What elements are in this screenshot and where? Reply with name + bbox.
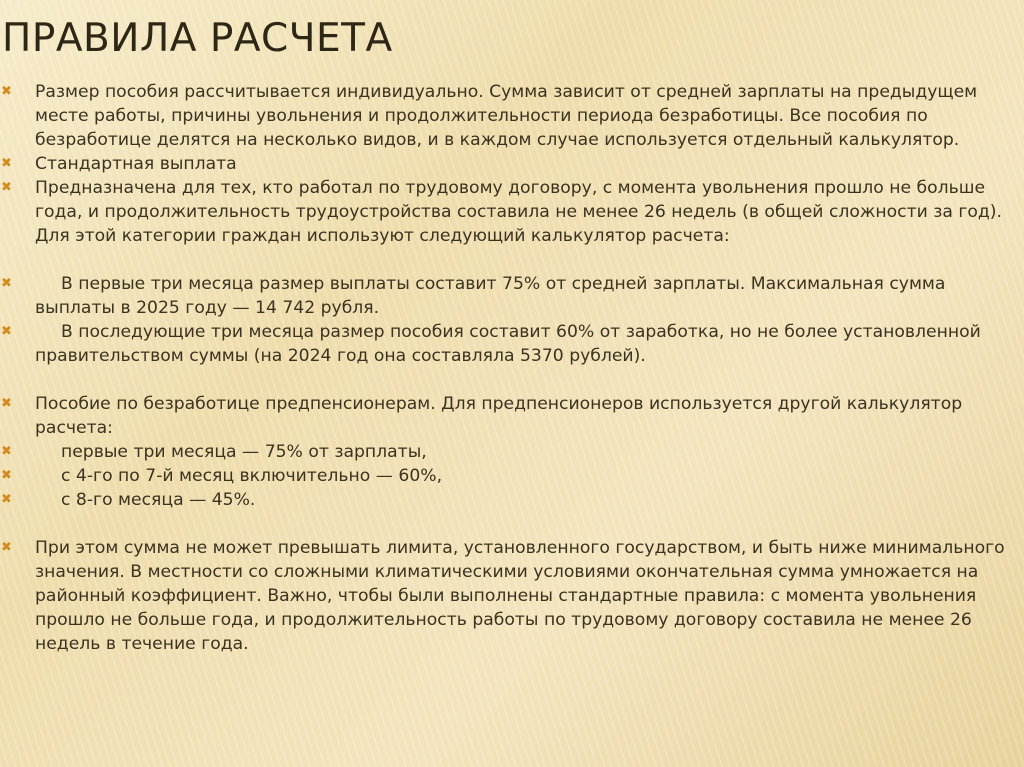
list-item <box>0 80 1024 152</box>
list-item <box>0 488 1024 512</box>
bullet-list <box>0 80 1024 656</box>
paragraph-text: Размер пособия рассчитывается индивидуально. Сумма зависит от средней зарплаты на предыдущем месте работы, причины увольнения и продолжительности периода безработицы. Все пособия по безработице делятся на несколько видов, и в каждом случае используется отдельный калькулятор. <box>35 82 978 150</box>
x-bullet-icon: ✖ <box>1 444 12 459</box>
list-item <box>0 272 1024 320</box>
x-bullet-icon: ✖ <box>1 492 12 507</box>
paragraph-text: При этом сумма не может превышать лимита, установленного государством, и быть ниже минимального значения. В местности со сложными климатическими условиями окончательная сумма умножается на районный коэффициент. Важно, чтобы были выполнены стандартные правила: с момента увольнения прошло не больше года, и продолжительность работы по трудовому договору составила не менее 26 недель в течение года. <box>35 538 1005 654</box>
list-item <box>0 440 1024 464</box>
spacer <box>0 248 1024 272</box>
x-bullet-icon: ✖ <box>1 540 12 555</box>
spacer <box>0 512 1024 536</box>
paragraph-text: Предназначена для тех, кто работал по трудовому договору, с момента увольнения прошло не больше года, и продолжительность трудоустройства составила не менее 26 недель (в общей сложности за год). Для этой категории граждан используют следующий калькулятор расчета: <box>35 178 1002 246</box>
list-item <box>0 464 1024 488</box>
x-bullet-icon: ✖ <box>1 468 12 483</box>
paragraph-text: Пособие по безработице предпенсионерам. Для предпенсионеров используется другой калькулятор расчета: <box>35 394 963 438</box>
paragraph-text: первые три месяца — 75% от зарплаты, <box>61 442 427 462</box>
x-bullet-icon: ✖ <box>1 156 12 171</box>
list-item <box>0 392 1024 440</box>
spacer <box>0 368 1024 392</box>
list-item <box>0 320 1024 368</box>
x-bullet-icon: ✖ <box>1 324 12 339</box>
x-bullet-icon: ✖ <box>1 180 12 195</box>
x-bullet-icon: ✖ <box>1 396 12 411</box>
paragraph-text: В первые три месяца размер выплаты составит 75% от средней зарплаты. Максимальная сумма выплаты в 2025 году — 14 742 рубля. <box>35 274 946 318</box>
paragraph-text: Стандартная выплата <box>35 154 237 174</box>
paragraph-text: с 8-го месяца — 45%. <box>61 490 256 510</box>
slide-title: ПРАВИЛА РАСЧЕТА <box>2 16 393 61</box>
list-item <box>0 176 1024 248</box>
list-item <box>0 536 1024 656</box>
list-item <box>0 152 1024 176</box>
paragraph-text: В последующие три месяца размер пособия составит 60% от заработка, но не более установленной правительством суммы (на 2024 год она составляла 5370 рублей). <box>35 322 981 366</box>
paragraph-text: с 4-го по 7-й месяц включительно — 60%, <box>61 466 443 486</box>
x-bullet-icon: ✖ <box>1 84 12 99</box>
x-bullet-icon: ✖ <box>1 276 12 291</box>
